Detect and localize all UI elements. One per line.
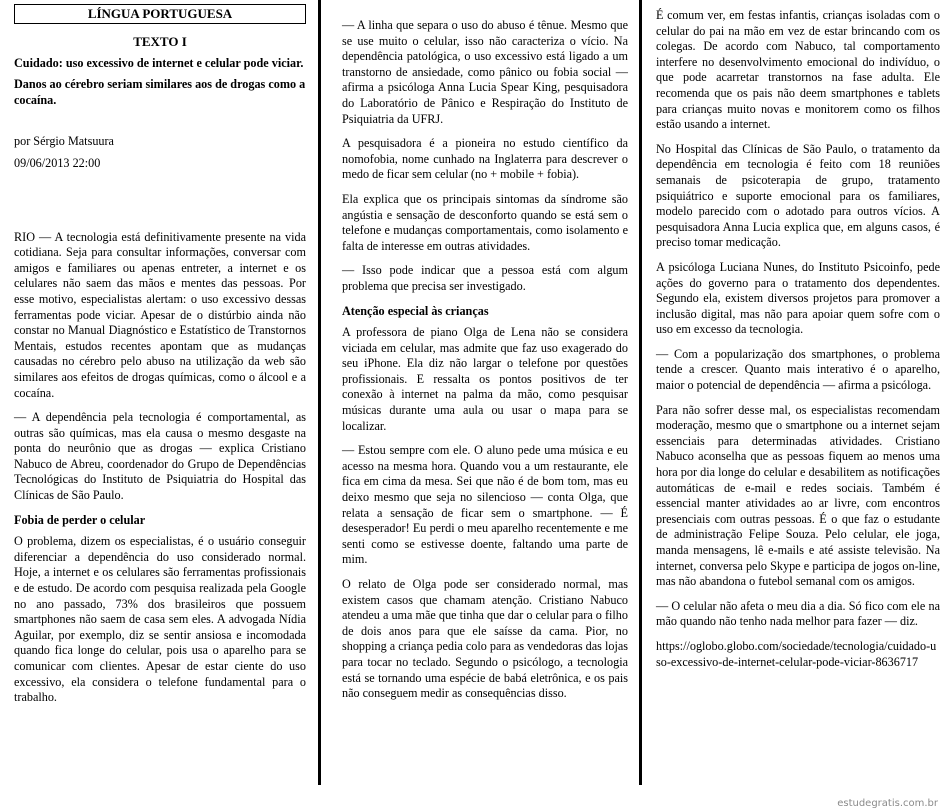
- column-2: [342, 0, 628, 812]
- watermark: estudegratis.com.br: [837, 798, 938, 809]
- paragraph: O problema, dizem os especialistas, é o usuário conseguir diferenciar a dependência do uso considerado normal. Hoje, a internet e os celulares são ferramentas profissionais e de estudo. De acordo com pesquisa realizada pela Google no ano passado, 73% dos brasileiros que possuem smartphones não saem de casa sem eles. A advogada Nídia Aguilar, por exemplo, diz se sentir ansiosa e incomodada quando fica longe do celular, pois usa o aparelho para se comunicar com clientes. Apesar de estar ciente do uso excessivo, ela considera o telefone fundamental para o trabalho.: [14, 534, 306, 705]
- datetime: 09/06/2013 22:00: [14, 155, 101, 170]
- section-heading: Fobia de perder o celular: [14, 512, 146, 527]
- paragraph: RIO — A tecnologia está definitivamente presente na vida cotidiana. Seja para consultar informações, conversar com amigos e familiares ou apenas entreter, a internet e os celulares não saem das mãos e mentes das pessoas. Por esse motivo, especialistas alertam: o uso excessivo dessas ferramentas pode viciar. Apesar de o distúrbio ainda não constar no Manual Diagnóstico e Estatístico de Transtornos Mentais, estudos recentes apontam que as mudanças causadas no cérebro pelo abuso na utilização da web são similares aos efeitos de drogas químicas, como o álcool e a cocaína.: [14, 229, 306, 400]
- paragraph: Ela explica que os principais sintomas da síndrome são angústia e sensação de desconforto quando se está sem o telefone e mudanças comportamentais, como isolamento e falta de interesse em outras atividades.: [342, 191, 628, 253]
- paragraph: — Com a popularização dos smartphones, o problema tende a crescer. Quanto mais interativo é o aparelho, maior o potencial de dependência — afirma a psicóloga.: [656, 346, 940, 393]
- subject-header: LÍNGUA PORTUGUESA: [14, 4, 306, 24]
- paragraph: No Hospital das Clínicas de São Paulo, o tratamento da dependência em tecnologia é feito com 18 reuniões semanais de psicoterapia de grupo, tratamento psiquiátrico e suporte emocional para os familiares, modelo parecido com o adotado para outros vícios. A pesquisadora Anna Lucia explica que, em alguns casos, é preciso tomar medicação.: [656, 141, 940, 250]
- paragraph: A psicóloga Luciana Nunes, do Instituto Psicoinfo, pede ações do governo para o tratamento dos dependentes. Segundo ela, existem diversos projetos para promover a inclusão digital, mas não para apoiar quem sofre com o uso em excesso da tecnologia.: [656, 259, 940, 337]
- column-1: [14, 0, 306, 812]
- paragraph: — A dependência pela tecnologia é comportamental, as outras são químicas, mas ela causa o mesmo desgaste na ponta do neurônio que as drogas — explica Cristiano Nabuco de Abreu, coordenador do Grupo de Dependências Tecnológicas do Instituto de Psiquiatria do Hospital das Clínicas de São Paulo.: [14, 410, 306, 503]
- headline: Cuidado: uso excessivo de internet e celular pode viciar.: [14, 55, 304, 70]
- section-heading: Atenção especial às crianças: [342, 303, 489, 318]
- subheadline: Danos ao cérebro seriam similares aos de drogas como a cocaína.: [14, 77, 306, 107]
- author: por Sérgio Matsuura: [14, 134, 114, 149]
- paragraph: — O celular não afeta o meu dia a dia. Só fico com ele na mão quando não tenho nada melhor para fazer — diz.: [656, 598, 940, 629]
- paragraph: A pesquisadora é a pioneira no estudo científico da nomofobia, nome cunhado na Inglaterra para descrever o medo de ficar sem celular (no + mobile + fobia).: [342, 136, 628, 182]
- paragraph: A professora de piano Olga de Lena não se considera viciada em celular, mas admite que faz uso exagerado do seu iPhone. Ela diz não largar o telefone por questões profissionais. E ressalta os pontos positivos de ter conexão à internet na palma da mão, como pesquisar músicas durante uma aula ou usar o mapa para se localizar.: [342, 325, 628, 433]
- source-link[interactable]: https://oglobo.globo.com/sociedade/tecnologia/cuidado-uso-excessivo-de-internet-celular-pode-viciar-8636717: [656, 638, 937, 669]
- column-3: [656, 0, 940, 812]
- paragraph: O relato de Olga pode ser considerado normal, mas existem casos que chamam atenção. Cristiano Nabuco atendeu a uma mãe que tinha que dar o celular para o filho de dois anos para que ele saísse da cama. Pior, no shopping a criança pedia colo para as vendedoras das lojas para tocar no teclado. Segundo o psicólogo, a tecnologia está se tornando uma espécie de babá eletrônica, e os pais não conseguem medir as consequências disso.: [342, 577, 628, 701]
- paragraph: É comum ver, em festas infantis, crianças isoladas com o celular do pai na mão em vez de estar brincando com os colegas. De acordo com Nabuco, tal comportamento interfere no desenvolvimento emocional do indivíduo, o que pode acarretar transtornos na fase adulta. Ele recomenda que os pais não deem smartphones e tablets para crianças muito novas e monitorem como os filhos estão usando a internet.: [656, 8, 940, 132]
- column-divider: [639, 0, 642, 785]
- paragraph: Para não sofrer desse mal, os especialistas recomendam moderação, mesmo que o smartphone ou a internet sejam essenciais para determinadas atividades. Cristiano Nabuco aconselha que as pessoas fiquem ao menos uma hora por dia longe do celular e desabilitem as notificações automáticas de e-mail e redes sociais. Também é essencial manter atividades ao ar livre, com encontros presenciais com outras pessoas. É o que faz o estudante de administração Felipe Souza. Pelo celular, ele joga, manda mensagens, lê e-mails e até assiste televisão. Na internet, conversa pelo Skype e participa de jogos on-line, mas não abandona o futebol semanal com os amigos.: [656, 402, 940, 589]
- text-label: TEXTO I: [133, 34, 187, 49]
- column-divider: [318, 0, 321, 785]
- paragraph: — Estou sempre com ele. O aluno pede uma música e eu acesso na mesma hora. Quando vou a um restaurante, ele fica em cima da mesa. Sei que não é de bom tom, mas eu deixo mesmo que seja no silencioso — conta Olga, que relata a sensação de ficar sem o smartphone. — É desesperador! Eu perdi o meu aparelho recentemente e me senti como se estivesse doente, faltando uma parte de mim.: [342, 443, 628, 567]
- paragraph: — Isso pode indicar que a pessoa está com algum problema que precisa ser investigado.: [342, 263, 628, 293]
- paragraph: — A linha que separa o uso do abuso é tênue. Mesmo que se use muito o celular, isso não caracteriza o vício. Na dependência patológica, o uso excessivo está ligado a um transtorno de ansiedade, como pânico ou fobia social — afirma a psicóloga Anna Lucia Spear King, pesquisadora do Laboratório de Pânico e Respiração do Instituto de Psiquiatria da UFRJ.: [342, 18, 628, 126]
